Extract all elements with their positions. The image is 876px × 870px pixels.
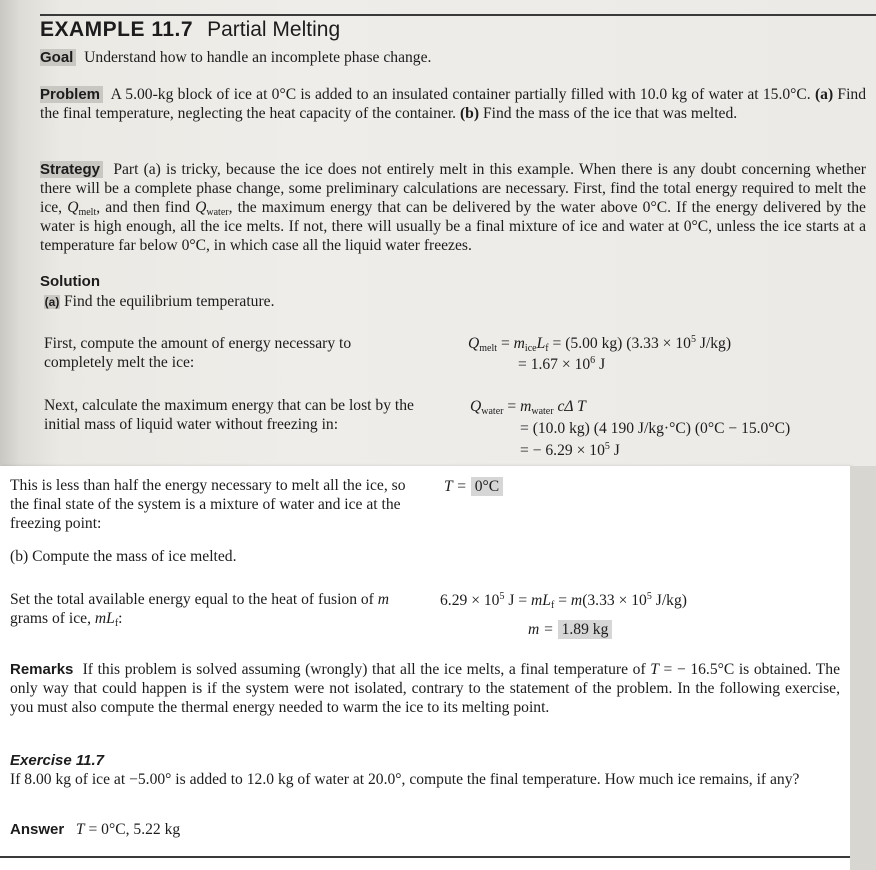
eq3-mL: mL xyxy=(531,592,551,609)
eq3-c: = xyxy=(554,592,571,609)
eq2-lhs: Q xyxy=(470,398,482,415)
final-temp-label: T = xyxy=(444,478,467,495)
first-step-text: First, compute the amount of energy necessary to completely melt the ice: xyxy=(44,335,352,371)
q-melt-symbol: Q xyxy=(67,199,79,216)
q-melt-subscript: melt xyxy=(78,207,97,218)
equation-q-melt-result xyxy=(518,354,605,375)
problem-part-b-text: Find the mass of the ice that was melted. xyxy=(482,105,738,122)
mass-result xyxy=(528,619,612,640)
final-temp-value: 0°C xyxy=(471,477,503,496)
eq2-m: m xyxy=(520,398,532,415)
eq1-equals: = xyxy=(500,335,510,352)
exercise-text: If 8.00 kg of ice at −5.00° is added to 12.0 kg of water at 20.0°, compute the final temperature. How much ice remains, if any? xyxy=(10,771,800,788)
eq1-exp: 5 xyxy=(690,334,696,345)
strategy-label: Strategy xyxy=(40,161,103,178)
remarks-text-1: If this problem is solved assuming (wrongly) that all the ice melts, a final temperature of xyxy=(82,661,646,678)
eq1-L: L xyxy=(536,335,546,352)
eq1-m-sub: ice xyxy=(524,343,537,354)
eq3-a: 6.29 × 10 xyxy=(440,592,500,609)
strategy-text-2: , and then find xyxy=(96,199,190,216)
step-a-text: Find the equilibrium temperature. xyxy=(64,293,275,310)
remarks-label: Remarks xyxy=(10,661,74,678)
exercise-label: Exercise 11.7 xyxy=(10,752,104,769)
strategy-text-1: Part (a) is tricky, because the ice does not entirely melt in this example. When there is any doubt concerning whether there will be a complete phase change, some preliminary calculations are necessary. First, find the total energy required to melt the ice, xyxy=(40,161,867,216)
goal-block xyxy=(40,48,860,67)
equation-q-water-substituted: = (10.0 kg) (4 190 J/kg·°C) (0°C − 15.0°C) xyxy=(520,420,791,437)
set-energy-text xyxy=(10,590,420,628)
set-text-mLf: mL xyxy=(94,610,115,627)
example-number: EXAMPLE 11.7 xyxy=(40,18,194,41)
footer-rule xyxy=(0,856,850,858)
lower-page-section xyxy=(0,466,850,870)
strategy-block xyxy=(40,160,866,255)
answer-text: = 0°C, 5.22 kg xyxy=(88,821,181,838)
eq2-line3: = − 6.29 × 10 xyxy=(520,442,605,459)
eq2-line3-unit: J xyxy=(609,442,620,459)
set-text-mLf-sub: f xyxy=(114,618,119,629)
problem-block xyxy=(40,85,866,123)
eq1-m: m xyxy=(513,335,525,352)
part-b-heading: (b) Compute the mass of ice melted. xyxy=(10,548,237,565)
eq1-line2-exp: 6 xyxy=(590,355,596,366)
equation-q-melt xyxy=(468,333,731,354)
set-text-colon: : xyxy=(118,610,123,627)
problem-part-a-label: (a) xyxy=(814,86,834,103)
page-edge-shadow xyxy=(850,466,876,870)
eq1-rhs: = (5.00 kg) (3.33 × 10 xyxy=(552,335,691,352)
mass-result-value: 1.89 kg xyxy=(558,620,613,639)
eq1-L-sub: f xyxy=(545,343,549,354)
eq2-equals: = xyxy=(507,398,517,415)
final-temperature xyxy=(444,476,503,497)
problem-part-b-label: (b) xyxy=(459,105,480,122)
solution-step-a xyxy=(44,293,274,311)
exercise-block xyxy=(10,751,840,789)
equation-q-water-result xyxy=(520,440,620,461)
header-rule xyxy=(40,14,876,16)
answer-block xyxy=(10,820,510,839)
goal-label: Goal xyxy=(40,49,76,66)
eq1-unit: J/kg) xyxy=(695,335,732,352)
solution-label: Solution xyxy=(40,273,100,290)
q-water-subscript: water xyxy=(206,207,229,218)
remarks-text-2: = − 16.5°C is obtained. The only way that could happen is if the system were not isolated, contrary to the statement of the problem. In the following exercise, you must also compute the thermal energy needed to warm the ice to its melting point. xyxy=(10,661,841,716)
equation-q-water xyxy=(470,396,586,417)
eq2-rest: cΔ T xyxy=(557,398,586,415)
answer-T: T xyxy=(75,821,85,838)
eq2-line3-exp: 5 xyxy=(604,441,610,452)
mass-result-label: m = xyxy=(528,621,554,638)
eq3-d: (3.33 × 10 xyxy=(582,592,647,609)
eq3-a-exp: 5 xyxy=(499,591,505,602)
goal-text: Understand how to handle an incomplete phase change. xyxy=(84,49,432,66)
remarks-block xyxy=(10,660,840,717)
eq3-d-exp: 5 xyxy=(646,591,652,602)
eq3-mL-sub: f xyxy=(550,600,555,611)
eq1-line2: = 1.67 × 10 xyxy=(518,356,591,373)
remarks-T: T xyxy=(650,661,659,678)
answer-label: Answer xyxy=(10,821,65,838)
eq1-line2-unit: J xyxy=(595,356,606,373)
strategy-text-3: , the maximum energy that can be delivered by the water above 0°C. If the energy delivered by the water is high enough, all the ice melts. If not, there will usually be a final mixture of ice and water at 0°C, unless the ice starts at a temperature far below 0°C, in which case all the liquid water freezes. xyxy=(40,199,866,254)
eq1-lhs: Q xyxy=(468,335,480,352)
conclusion-text: This is less than half the energy necessary to melt all the ice, so the final state of the system is a mixture of water and ice at the freezing point: xyxy=(10,477,406,532)
set-text-m: m xyxy=(377,591,390,608)
eq3-e: J/kg) xyxy=(651,592,687,609)
eq2-m-sub: water xyxy=(531,406,554,417)
problem-text: A 5.00-kg block of ice at 0°C is added to an insulated container partially filled with 10.0 kg of water at 15.0°C. xyxy=(110,86,811,103)
eq3-b: J = xyxy=(504,592,532,609)
problem-label: Problem xyxy=(40,86,103,103)
example-title: Partial Melting xyxy=(207,18,341,41)
eq3-m: m xyxy=(570,592,583,609)
q-water-symbol: Q xyxy=(195,199,207,216)
set-text-1: Set the total available energy equal to the heat of fusion of xyxy=(10,591,374,608)
problem-part-a-text: Find the final temperature, neglecting the heat capacity of the container. xyxy=(40,86,867,122)
example-header xyxy=(40,18,340,42)
equation-heat-of-fusion xyxy=(440,590,687,611)
next-step-text: Next, calculate the maximum energy that can be lost by the initial mass of liquid water without freezing in: xyxy=(44,397,414,433)
eq2-lhs-sub: water xyxy=(481,406,504,417)
step-a-badge: (a) xyxy=(44,295,60,309)
eq1-lhs-sub: melt xyxy=(479,343,498,354)
set-text-2: grams of ice, xyxy=(10,610,91,627)
